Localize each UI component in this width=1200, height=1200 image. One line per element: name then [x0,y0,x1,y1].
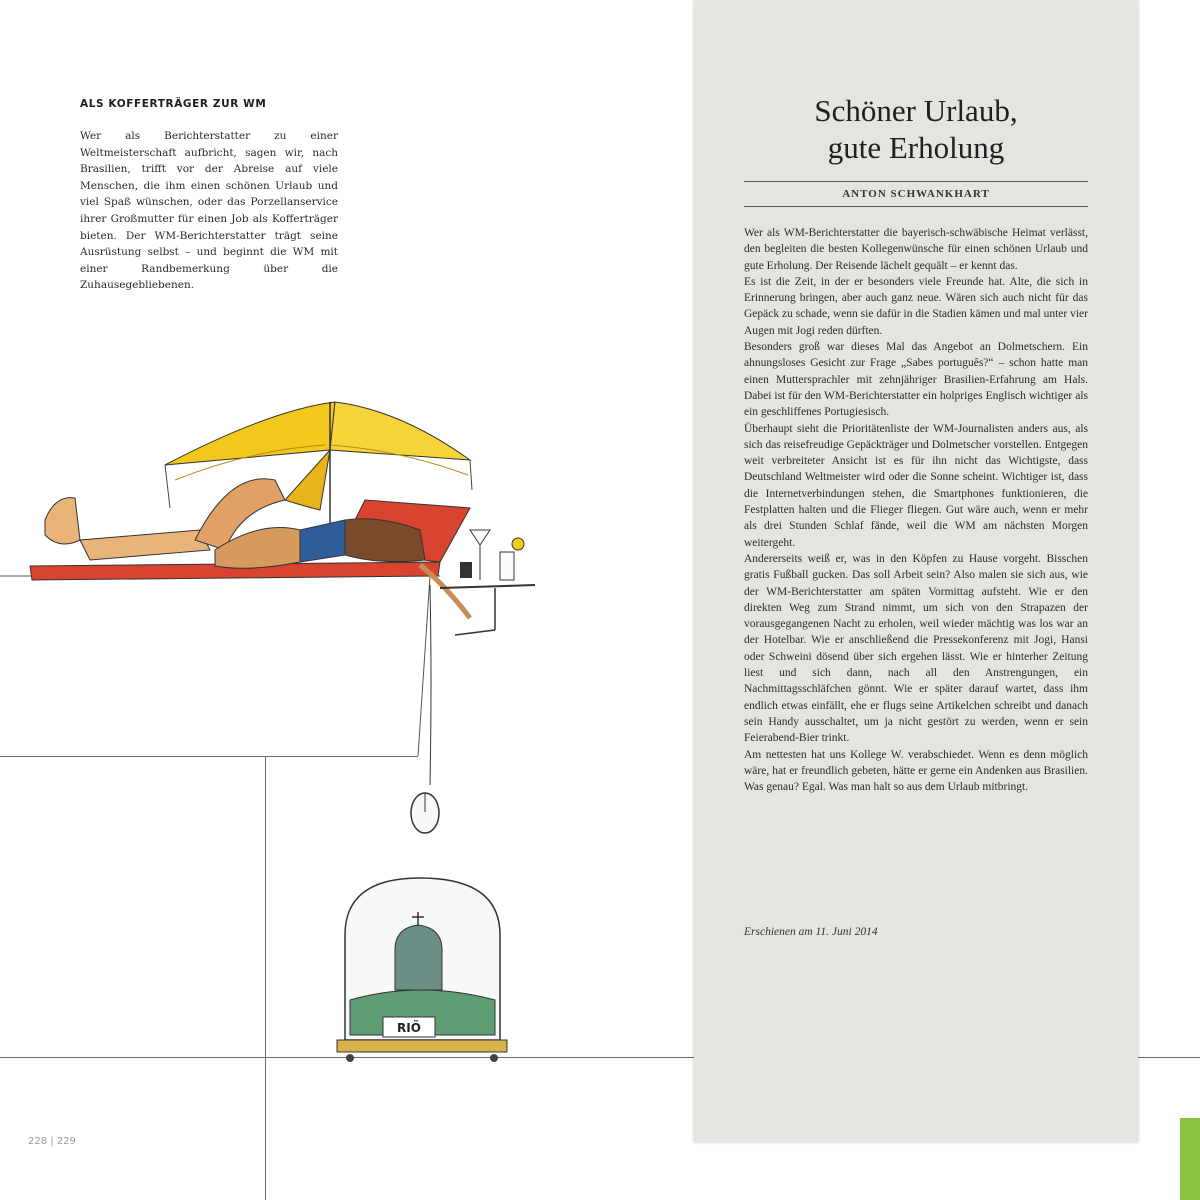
snow-globe-sign: RIÖ [397,1021,421,1035]
sunbather [45,479,470,618]
beach-cartoon-illustration [0,380,560,1080]
publication-date: Erschienen am 11. Juni 2014 [744,926,878,938]
article-paragraph: Besonders groß war dieses Mal das Angebot an Dolmetschern. Ein ahnungsloses Gesicht zur Frage „Sabes português?“ – schon hatte man einen Muttersprachler mit zehnjähriger Brasilien-Erfahrung am Hals. Dabei ist für den WM-Berichterstatter ein holpriges Englisch wichtiger als ein geschliffenes Portugiesisch. [744,341,1088,419]
article-title [694,92,1138,166]
article-paragraph: Am nettesten hat uns Kollege W. verabschiedet. Wenn es denn möglich wäre, hat er freundlich gebeten, hätte er gerne ein Andenken aus Brasilien. Was genau? Egal. Was man halt so aus dem Urlaub mitbringt. [744,748,1088,794]
intro-body: Wer als Berichterstatter zu einer Weltmeisterschaft aufbricht, sagen wir, nach Brasilien, trifft vor der Abreise auf viele Menschen, die ihm einen schönen Urlaub und viel Spaß wünschen, oder das Porzellanservice ihrer Großmutter für einen Job als Kofferträger bieten. Der WM-Berichterstatter trägt seine Ausrüstung selbst – und beginnt die WM mit einer Randbemerkung über die Zuhausegebliebenen. [80,130,338,292]
mouse-on-cord [411,585,439,833]
byline-rule-bottom [744,206,1088,207]
green-accent-bar [1180,1118,1200,1200]
article-paragraph: Andererseits weiß er, was in den Köpfen zu Hause vorgeht. Bisschen gratis Fußball gucken. Das soll Arbeit sein? Also malen sie sich aus, wie der WM-Berichterstatter am späten Vormittag aufsteht. Wie er den direkten Weg zum Strand nimmt, um sich von den Strapazen der vorausgegangenen Nacht zu erholen, weil wieder mächtig was los war an der Hotelbar. Wie er anschließend die Pressekonferenz mit Jogi, Hansi oder Schweini dösend über sich ergehen lässt. Wie er hinterher Zeitung liest und sich dann, nach all den Anstrengungen, ein Nachmittagsschläfchen gönnt. Wie er später darauf wartet, dass ihm endlich etwas einfällt, ehe er flugs seine Artikelchen schreibt und danach sein Handy ausschaltet, um ja nicht gestört zu werden, wenn er sein Feierabend-Bier trinkt. [744,552,1088,745]
article-body [744,225,1088,795]
newspaper-clipping [694,0,1138,1142]
grid-rule-horizontal-right [1138,1057,1200,1058]
article-title-line-1: Schöner Urlaub, [814,93,1018,128]
snow-globe [337,878,507,1062]
page-number: 228 | 229 [28,1136,76,1147]
article-title-line-2: gute Erholung [827,130,1005,165]
side-table [440,530,535,635]
illustration-shelf [0,576,440,756]
article-paragraph: Überhaupt sieht die Prioritätenliste der WM-Journalisten anders aus, als sich das reisefreudige Gepäckträger und Dolmetscher vorstellen. Entgegen weit verbreiteter Ansicht ist es für ihn nicht das Wichtigste, dass Deutschland Weltmeister wird oder die Sonne scheint. Wichtiger ist, dass die Internetverbindungen stehen, die Smartphones funktionieren, die Festplatten halten und die Flieger fliegen. Gut wäre auch, wenn er mehr als drei Stunden Schlaf fände, weil die WM am nächsten Morgen weitergeht. [744,422,1088,549]
byline-rule-top [744,181,1088,182]
intro-heading: ALS KOFFERTRÄGER ZUR WM [80,98,267,110]
article-author: ANTON SCHWANKHART [842,188,990,200]
article-paragraph: Es ist die Zeit, in der er besonders viele Freunde hat. Alte, die sich in Erinnerung bringen, aber auch ganz neue. Wären sich auch nicht für das Gepäck zu schade, wenn sie dafür in die Stadien kämen und mal unter vier Augen mit Jogi reden dürften. [744,275,1088,337]
article-paragraph: Wer als WM-Berichterstatter die bayerisch-schwäbische Heimat verlässt, den begleiten die besten Kollegenwünsche für einen schönen Urlaub und gute Erholung. Der Reisende lächelt gequält – er kennt das. [744,227,1088,272]
